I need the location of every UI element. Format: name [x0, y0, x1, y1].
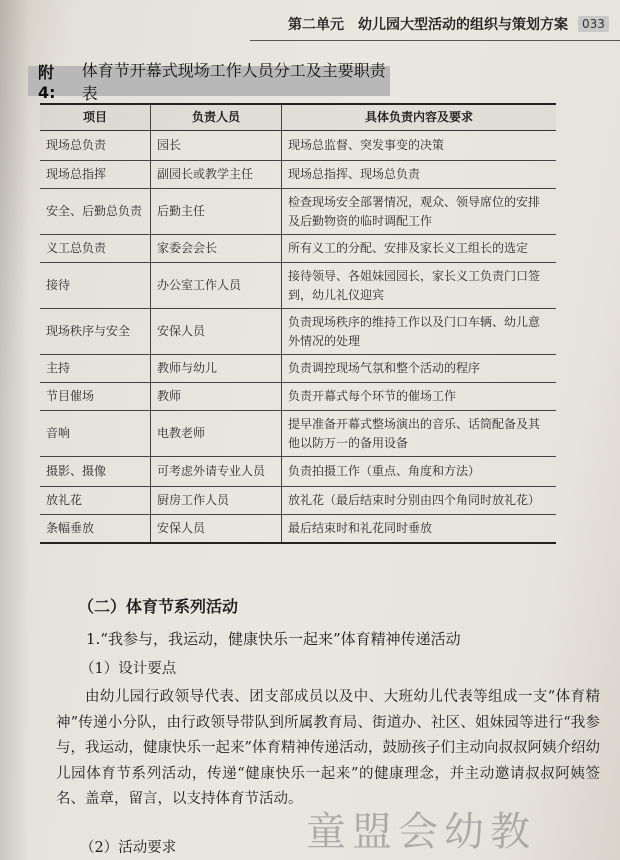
table-row [40, 515, 556, 543]
appendix-title: 体育节开幕式现场工作人员分工及主要职责表 [81, 61, 386, 103]
table-row [40, 383, 556, 411]
column-header-staff: 负责人员 [151, 104, 282, 131]
cell-staff: 家委会会长 [151, 235, 282, 263]
table-row [40, 189, 556, 235]
table-header-row [40, 104, 556, 131]
table-row [40, 161, 556, 189]
cell-staff: 办公室工作人员 [151, 263, 282, 309]
cell-duty: 提早准备开幕式整场演出的音乐、话筒配备及其他以防万一的备用设备 [282, 411, 557, 457]
cell-item: 节目催场 [40, 383, 151, 411]
cell-staff: 厨房工作人员 [151, 487, 282, 515]
header-rule [250, 40, 620, 41]
cell-duty: 负责调控现场气氛和整个活动的程序 [282, 355, 557, 383]
page-edge-shadow [0, 0, 30, 860]
cell-duty: 负责现场秩序的维持工作以及门口车辆、幼儿意外情况的处理 [282, 309, 557, 355]
cell-item: 摄影、摄像 [40, 457, 151, 487]
cell-duty: 负责拍摄工作（重点、角度和方法） [282, 457, 557, 487]
table-row [40, 309, 556, 355]
table-row [40, 355, 556, 383]
activity-title: 1.“我参与，我运动，健康快乐一起来”体育精神传递活动 [86, 630, 461, 648]
subheading-requirements: （2）活动要求 [80, 840, 177, 856]
cell-duty: 放礼花（最后结束时分别由四个角同时放礼花） [282, 487, 557, 515]
cell-item: 接待 [40, 263, 151, 309]
header-unit: 第二单元 [288, 17, 344, 33]
column-header-item: 项目 [40, 104, 151, 131]
cell-item: 放礼花 [40, 487, 151, 515]
appendix-title-bar [28, 61, 390, 103]
cell-staff: 后勤主任 [151, 189, 282, 235]
cell-item: 音响 [40, 411, 151, 457]
cell-staff: 教师与幼儿 [151, 355, 282, 383]
running-header [258, 9, 610, 39]
cell-item: 现场总负责 [40, 131, 151, 161]
cell-staff: 副园长或教学主任 [151, 161, 282, 189]
table-row [40, 411, 556, 457]
cell-duty: 最后结束时和礼花同时垂放 [282, 515, 557, 543]
table-row [40, 457, 556, 487]
column-header-duties: 具体负责内容及要求 [282, 104, 557, 131]
header-title: 幼儿园大型活动的组织与策划方案 [358, 17, 568, 33]
cell-staff: 可考虑外请专业人员 [151, 457, 282, 487]
cell-duty: 接待领导、各姐妹园园长，家长义工负责门口签到，幼儿礼仪迎宾 [282, 263, 557, 309]
cell-duty: 现场总监督、突发事变的决策 [282, 131, 557, 161]
cell-item: 主持 [40, 355, 151, 383]
cell-item: 现场总指挥 [40, 161, 151, 189]
duty-table [40, 103, 556, 544]
cell-duty: 所有义工的分配、安排及家长义工组长的选定 [282, 235, 557, 263]
cell-item: 条幅垂放 [40, 515, 151, 543]
cell-duty: 现场总指挥、现场总负责 [282, 161, 557, 189]
cell-staff: 电教老师 [151, 411, 282, 457]
cell-duty: 检查现场安全部署情况，观众、领导席位的安排及后勤物资的临时调配工作 [282, 189, 557, 235]
table-row [40, 487, 556, 515]
cell-staff: 安保人员 [151, 515, 282, 543]
cell-duty: 负责开幕式每个环节的催场工作 [282, 383, 557, 411]
subheading-design-points: （1）设计要点 [80, 661, 177, 677]
cell-staff: 安保人员 [151, 309, 282, 355]
table-row [40, 131, 556, 161]
table-row [40, 235, 556, 263]
cell-staff: 园长 [151, 131, 282, 161]
appendix-label: 附 4: [38, 63, 56, 102]
cell-item: 义工总负责 [40, 235, 151, 263]
section-heading: （二）体育节系列活动 [78, 597, 239, 616]
cell-staff: 教师 [151, 383, 282, 411]
cell-item: 现场秩序与安全 [40, 309, 151, 355]
table-row [40, 263, 556, 309]
body-paragraph: 由幼儿园行政领导代表、团支部成员以及中、大班幼儿代表等组成一支“体育精神”传递小分队，由行政领导带队到所属教育局、街道办、社区、姐妹园等进行“我参与，我运动，健康快乐一起来”体育精神传递活动，鼓励孩子们主动向叔叔阿姨介绍幼儿园体育节系列活动，传递“健康快乐一起来”的健康理念，并主动邀请叔叔阿姨签名、盖章，留言，以支持体育节活动。 [56, 689, 600, 807]
watermark-text: 童盟会幼教 [306, 809, 536, 855]
cell-item: 安全、后勤总负责 [40, 189, 151, 235]
page-number: 033 [578, 16, 609, 32]
